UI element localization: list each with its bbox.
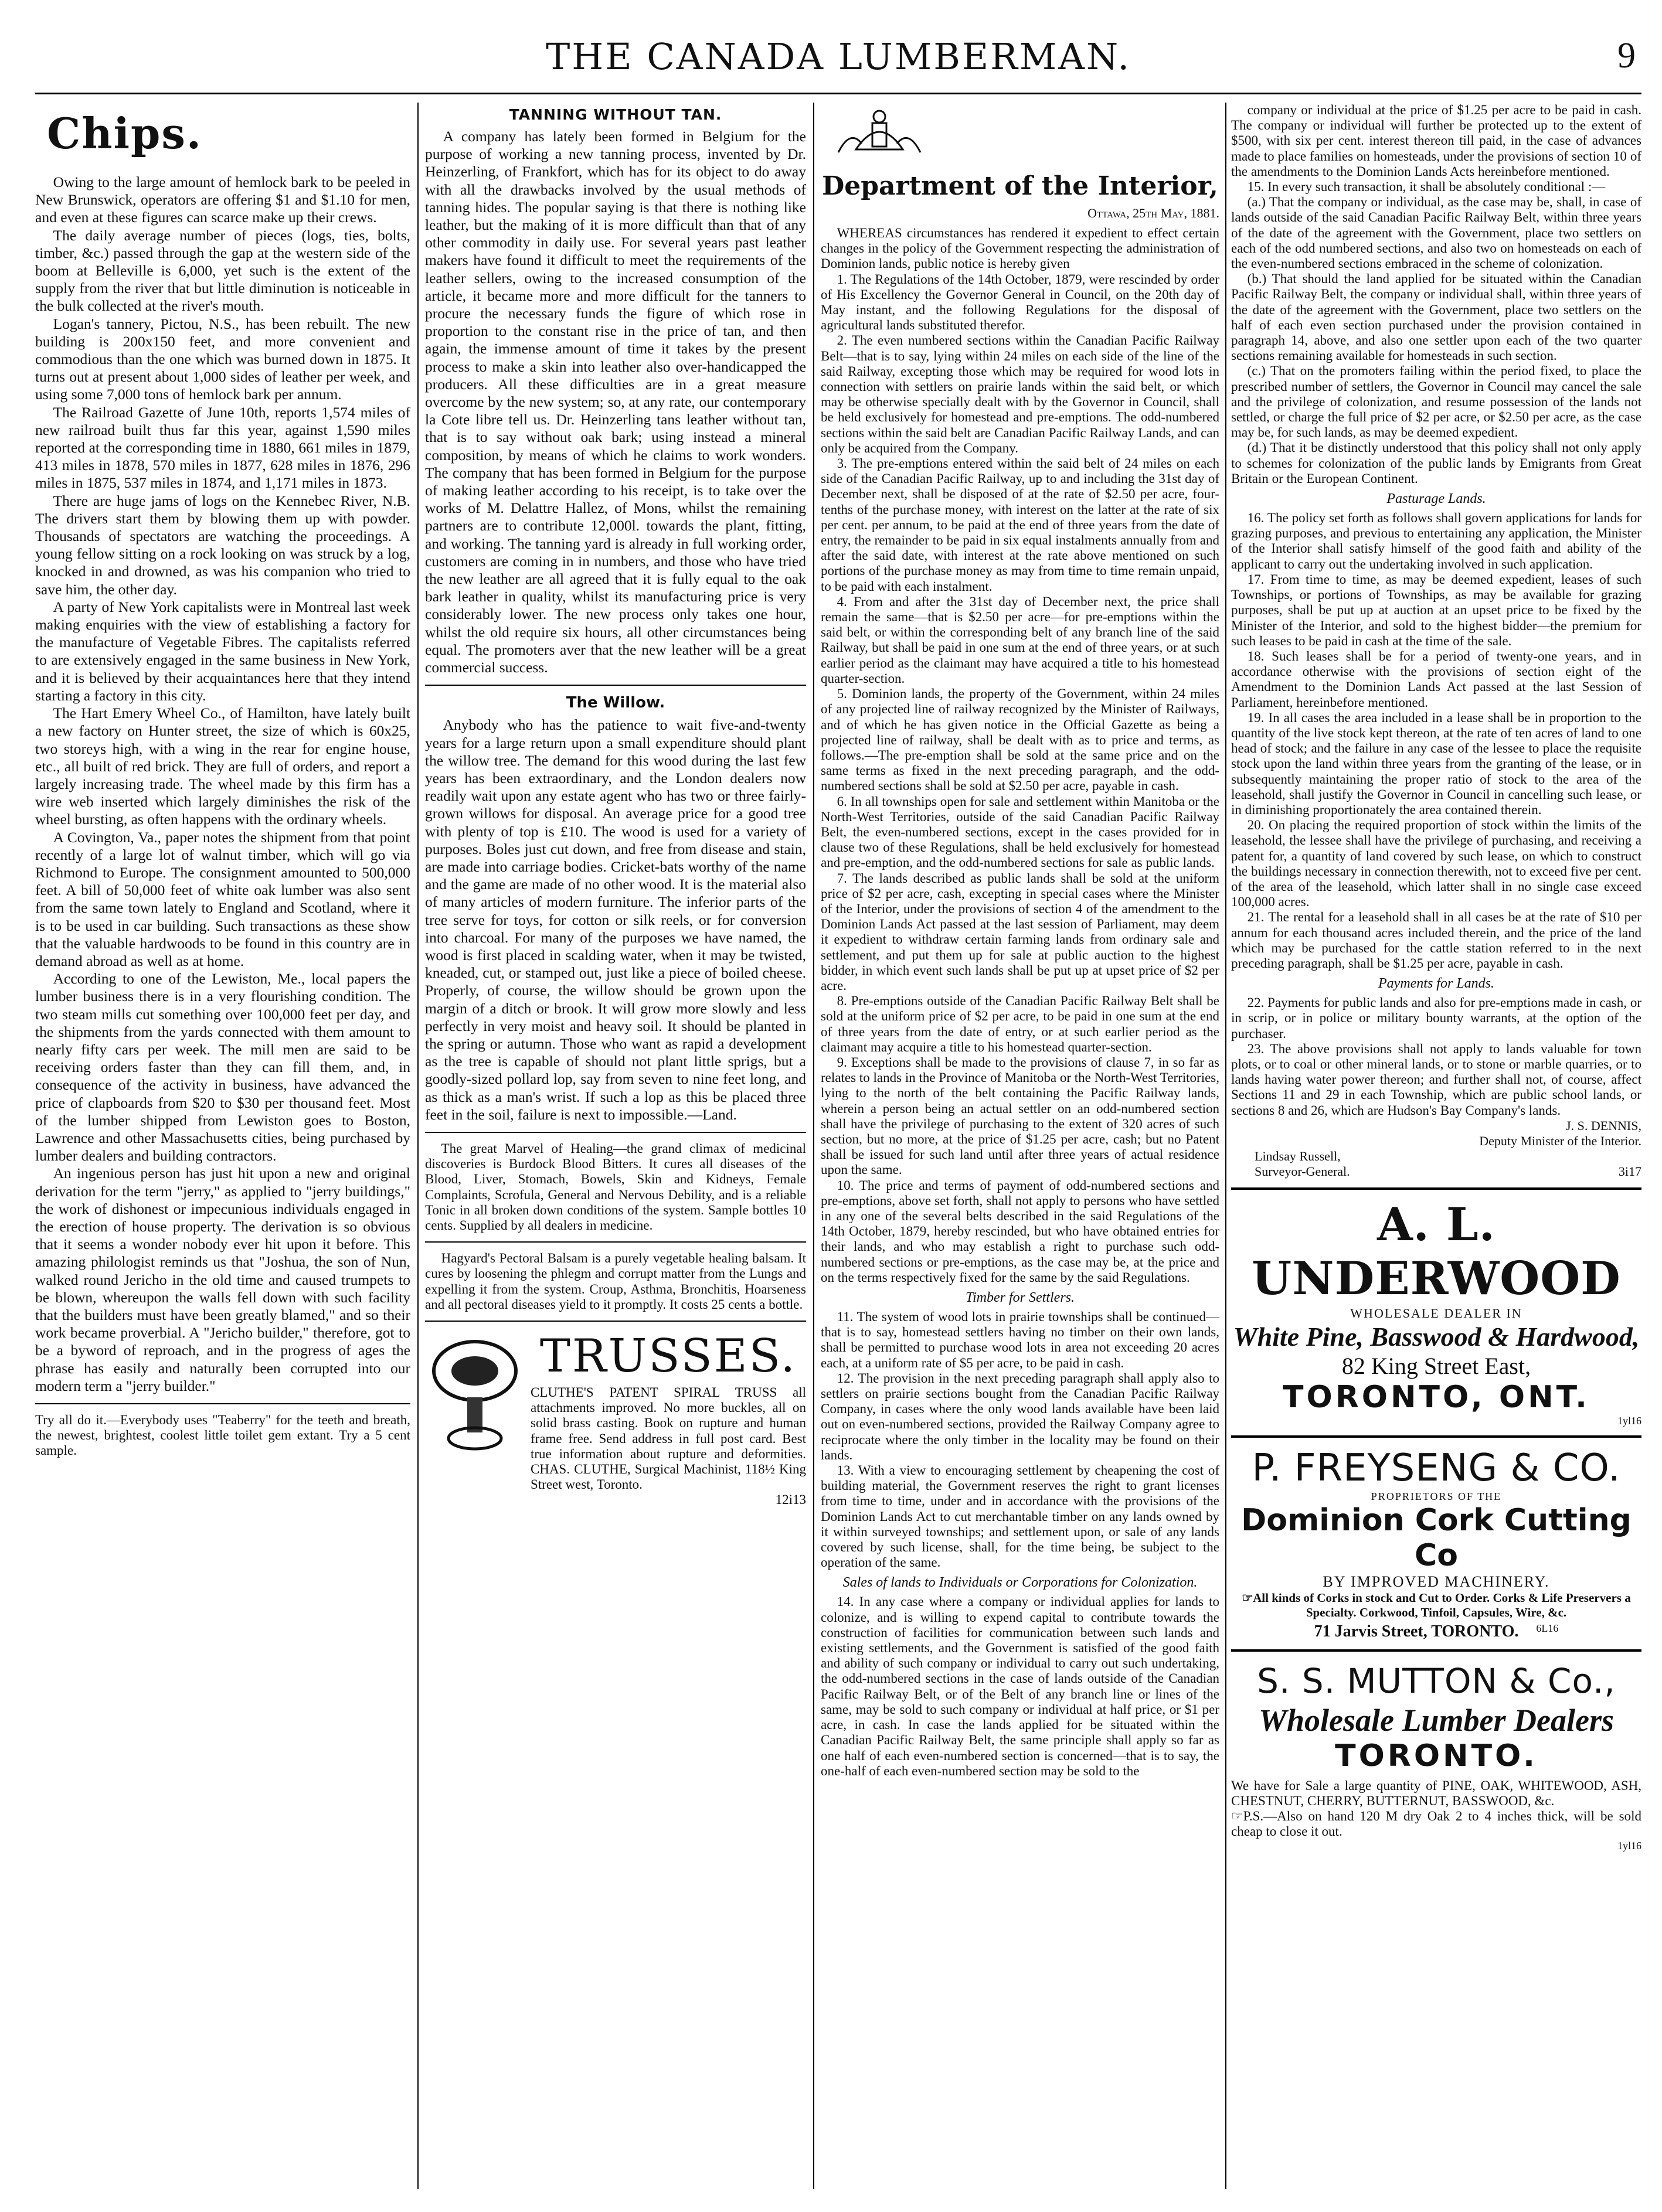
regulation-paragraph: 10. The price and terms of payment of odd-numbered sections and pre-emptions, above set forth, shall not apply to persons who have settled in any one of the several belts described in the said Regulations of the 14th October, 1879, hereby rescinded, but who have obtained entries for their lands, and who may establish a right to purchase such odd-numbered sections or pre-emptions, as the case may be, at the price and on the terms respectively fixed for the same by the said Regulations. xyxy=(821,1178,1219,1285)
regulation-paragraph: 20. On placing the required proportion of stock within the limits of the leasehold, the lessee shall have the privilege of purchasing, and receiving a patent for, a quantity of land covered by such lease, on which to construct the buildings necessary in connection therewith, not to exceed five per cent. of the area of the leasehold, which latter shall in no single case exceed 100,000 acres. xyxy=(1231,818,1641,910)
freyseng-works: Dominion Cork Cutting Co xyxy=(1241,1502,1632,1573)
tanning-paragraph: A company has lately been formed in Belgium for the purpose of working a new tanning process, invented by Dr. Heinzerling, of Frankfort, which has for its object to do away with all the drawbacks involved by the usual methods of tanning hides. The popular saying is that there is nothing like leather, but the making of it is more difficult than that of any other commodity in daily use. For several years past leather makers have found it difficult to meet the requirements of the leather sellers, owing to the increased consumption of the article, it became more and more difficult for the tanners to procure the necessary funds the figure of which rose in proportion to the constant rise in the price of tan, and then again, the immense amount of time it takes by the present process to make a skin into leather also over-handicapped the producers. All these difficulties are in a great measure overcome by the new system; so, at any rate, our contemporary la Cote libre tell us. Dr. Heinzerling tans leather without tan, that is to say without oak bark; using instead a mineral composition, by means of which he claims to work wonders. The company that has been formed in Belgium for the purpose of making leather according to his receipt, is to take over the works of M. Delattre Hallez, of Mons, whilst the remaining partners are to contribute 12,000l. towards the plant, fitting, and working. The tanning yard is already in full working order, customers are coming in in numbers, and those who have tried the new leather are all agreed that it is fully equal to the oak bark leather in quality, whilst its manufacturing price is very considerably lower. The new process only takes one hour, whilst the old require six hours, all other circumstances being equal. The promoters aver that the new leather will be a great commercial success. xyxy=(425,128,806,676)
regulation-paragraph: WHEREAS circumstances has rendered it expedient to effect certain changes in the policy of the Government respecting the administration of Dominion lands, public notice is hereby given xyxy=(821,226,1219,271)
regulation-paragraph: 18. Such leases shall be for a period of twenty-one years, and in accordance otherwise with the provisions of section eight of the Amendment to the Dominion Lands Act passed at the last Session of Parliament, hereinbefore mentioned. xyxy=(1231,648,1641,710)
tanning-body xyxy=(425,128,806,676)
second-signature-role: Surveyor-General. xyxy=(1255,1163,1350,1179)
chips-paragraph: There are huge jams of logs on the Kennebec River, N.B. The drivers start them by blowing them up with powder. Thousands of spectators are watching the proceedings. A young fellow sitting on a rock looking on was struck by a log, knocked in and drowned, as was his companion who tried to save him, the other day. xyxy=(35,492,410,598)
regulation-paragraph: (a.) That the company or individual, as the case may be, shall, in case of lands outside of the said Canadian Pacific Railway Belt, within three years of the date of the agreement with the Government, place two settlers on each of the odd numbered sections, and also two on homesteads on each of the even-numbered sections embraced in the scheme of colonization. xyxy=(1231,195,1641,271)
regulations-body xyxy=(821,226,1219,1285)
regulation-paragraph: 16. The policy set forth as follows shall govern applications for lands for grazing purposes, and previous to entertaining any application, the Minister of the Interior shall satisfy himself of the good faith and ability of the applicant to carry out the undertaking involved in such application. xyxy=(1231,511,1641,571)
chips-paragraph: Owing to the large amount of hemlock bark to be peeled in New Brunswick, operators are offering $1 and $1.10 for men, and even at these figures can scarce make up their crews. xyxy=(35,173,410,226)
column-rule xyxy=(417,103,419,2189)
newspaper-title: THE CANADA LUMBERMAN. xyxy=(545,35,1131,78)
pasturage-heading: Pasturage Lands. xyxy=(1386,491,1486,507)
divider xyxy=(425,1321,806,1322)
willow-body xyxy=(425,716,806,1124)
burdock-text: The great Marvel of Healing—the grand climax of medicinal discoveries is Burdock Blood Bitters. It cures all diseases of the Blood, Liver, Stomach, Bowels, Skin and Kidneys, Female Complaints, Scrofula, General and Nervous Debility, and is a reliable Tonic in all broken down conditions of the system. Sample bottles 10 cents. Supplied by all dealers in medicine. xyxy=(425,1141,806,1233)
divider xyxy=(1231,1649,1641,1652)
dateline: Ottawa, 25th May, 1881. xyxy=(1087,206,1219,220)
mutton-code: 1yl16 xyxy=(1617,1839,1641,1852)
page-number: 9 xyxy=(1617,36,1636,76)
underwood-name: A. L. UNDERWOOD xyxy=(1252,1197,1621,1305)
regulation-paragraph: 5. Dominion lands, the property of the Government, within 24 miles of any projected line of railway recognized by the Minister of Railways, and of which he has given notice in the Official Gazette as being a projected line of railway, shall be dealt with as to price and terms, as follows.—The pre-emption shall be sold at the same price and on the same terms as fixed in the next preceding paragraph, and the odd-numbered sections shall be sold at $2.50 per acre, payable in cash. xyxy=(821,686,1219,794)
regulation-paragraph: 19. In all cases the area included in a lease shall be in proportion to the quantity of the live stock kept thereon, at the rate of ten acres of land to one head of stock; and the failure in any case of the lessee to place the requisite stock upon the land within three years from the granting of the lease, or in subsequently maintaining the proper ratio of stock to the area of the leasehold, shall justify the Governor in Council in cancelling such lease, or in diminishing proportionately the area contained therein. xyxy=(1231,710,1641,817)
mutton-city: TORONTO. xyxy=(1335,1738,1538,1774)
column-regulations-ads xyxy=(1231,103,1641,2192)
signature-name: J. S. DENNIS, xyxy=(1566,1118,1641,1133)
signature-role: Deputy Minister of the Interior. xyxy=(1479,1133,1641,1148)
freyseng-proprietors: PROPRIETORS OF THE xyxy=(1371,1490,1502,1502)
regulation-paragraph: 4. From and after the 31st day of December next, the price shall remain the same—that is $2.50 per acre—for pre-emptions within the said belt, or within the corresponding belt of any branch line of the said Railway, but shall be paid in one sum at the end of three years, or at such earlier period as the claimant may have acquired a title to his homestead quarter-section. xyxy=(821,594,1219,686)
regulation-paragraph: 14. In any case where a company or individual applies for lands to colonize, and is willing to expend capital to contribute towards the construction of facilities for communication between such lands and existing settlements, and the Government is satisfied of the good faith and ability of such company or individual to carry out such undertaking, the odd-numbered sections in the case of lands outside of the Canadian Pacific Railway Belt, or of the Belt of any branch line or lines of the same, may be sold to such company or individual at half price, or $1 per acre, in cash. In case the lands applied for be situated within the Canadian Pacific Railway Belt, the same principle shall apply so far as one half of each even-numbered section is concerned—that is to say, the one-half of each even-numbered section may be sold to the xyxy=(821,1594,1219,1778)
regulation-paragraph: 3. The pre-emptions entered within the said belt of 24 miles on each side of the Canadian Pacific Railway, up to and including the 31st day of December next, shall be disposed of at the rate of $2.50 per acre, four-tenths of the purchase money, with interest on the latter at the rate of six per cent. per annum, to be paid at the end of three years from the date of entry, the remainder to be paid in six equal instalments annually from and after the said date, with interest at the rate above mentioned on such portions of the purchase money as may from time to time remain unpaid, to be paid with each instalment. xyxy=(821,456,1219,594)
masthead xyxy=(35,28,1641,94)
regulation-paragraph: 21. The rental for a leasehold shall in all cases be at the rate of $10 per annum for each thousand acres included therein, and the price of the land which may be purchased for the cattle station referred to in the next preceding paragraph, shall be $1.25 per acre, payable in cash. xyxy=(1231,910,1641,971)
second-signature-name: Lindsay Russell, xyxy=(1255,1148,1341,1163)
regulation-paragraph: 2. The even numbered sections within the Canadian Pacific Railway Belt—that is to say, lying within 24 miles on each side of the line of the said Railway, excepting those which may be required for wood lots in connection with settlers on prairie lands within the said belt, or which may be otherwise specially dealt with by the Governor in Council, shall be held exclusively for homestead and pre-emptions. The odd-numbered sections within the said belt are Canadian Pacific Railway Lands, and can only be acquired from the Company. xyxy=(821,333,1219,455)
regulation-paragraph: 8. Pre-emptions outside of the Canadian Pacific Railway Belt shall be sold at the uniform price of $2 per acre, to be paid in one sum at the end of three years from the date of entry, or at such earlier period as the claimant may acquire a title to his homestead quarter-section. xyxy=(821,993,1219,1054)
divider xyxy=(1231,1187,1641,1190)
regulation-paragraph: 1. The Regulations of the 14th October, 1879, were rescinded by order of His Excellency the Governor General in Council, on the 20th day of May instant, and the following Regulations for the disposal of agricultural lands substituted therefor. xyxy=(821,271,1219,333)
sales-heading: Sales of lands to Individuals or Corporations for Colonization. xyxy=(842,1575,1198,1591)
column-department xyxy=(821,103,1219,2192)
timber-body xyxy=(821,1309,1219,1570)
regulation-paragraph: 9. Exceptions shall be made to the provisions of clause 7, in so far as relates to lands in the Province of Manitoba or the North-West Territories, lying to the north of the belt containing the Pacific Railway lands, wherein a person being an actual settler on an odd-numbered section shall have the privilege of purchasing to the extent of 320 acres of such section, but no more, at the price of $1.25 per acre, cash; but no Patent shall be issued for such land until after three years of actual residence upon the same. xyxy=(821,1054,1219,1178)
trusses-ad xyxy=(425,1330,806,1508)
teaberry-ad: Try all do it.—Everybody uses "Teaberry" for the teeth and breath, the newest, brightest, coolest little toilet gem extant. Try a 5 cent sample. xyxy=(35,1413,410,1458)
regulation-paragraph: 23. The above provisions shall not apply to lands valuable for town plots, or to coal or other mineral lands, or to stone or marble quarries, or to lands having water power thereon; and further shall not, of course, affect Sections 11 and 29 in each Township, which are public school lands, or sections 8 and 26, which are Hudson's Bay Company's lands. xyxy=(1231,1041,1641,1118)
underwood-trade: WHOLESALE DEALER IN xyxy=(1350,1305,1522,1321)
divider xyxy=(425,685,806,686)
divider xyxy=(425,1241,806,1243)
willow-paragraph: Anybody who has the patience to wait five-and-twenty years for a large return upon a small expenditure should plant the willow tree. The demand for this wood during the last few years has been extraordinary, and the London dealers now readily wait upon any estate agent who has two or three fairly-grown willows for disposal. An average price for a good tree with plenty of top is £10. The wood is used for a variety of purposes. Boles just cut down, and free from disease and stain, are made into carriage bodies. Cricket-bats worthy of the name and the game are made of no other wood. It is the material also of many articles of modern furniture. The inferior parts of the tree serve for toys, for cotton or silk reels, or for conversion into charcoal. For many of the purposes we have named, the wood is first placed in scalding water, when it may be twisted, kneaded, cut, or stamped out, just like a piece of boiled cheese. Properly, of course, the willow should be grown upon the margin of a ditch or brook. It will grow more slowly and less perfectly in very moist and heavy soil. It should be planted in the spring or autumn. Those who want as rapid a development as the tree is capable of should not plant little sprigs, but a goodly-sized pollard lop, say from seven to nine feet long, and as thick as a man's wrist. If such a lop as this be placed three feet in the soil, failure is next to impossible.—Land. xyxy=(425,716,806,1123)
freyseng-address-row xyxy=(1231,1622,1641,1641)
payments-body xyxy=(1231,995,1641,1118)
chips-paragraph: A party of New York capitalists were in Montreal last week making enquiries with the view of establishing a factory for the manufacture of Vegetable Fibres. The capitalists referred to are extensively engaged in the same business in New York, and it is believed by their acquaintances here that they intend starting a factory in this city. xyxy=(35,598,410,704)
regulation-paragraph: 13. With a view to encouraging settlement by cheapening the cost of building material, the Government reserves the right to grant licenses from time to time, under and in accordance with the provisions of the Dominion Lands Act to cut merchantable timber on any lands owned by it within surveyed townships; and settlement upon, or sale of any lands covered by such license, shall, for the time being, be subject to the operation of the same. xyxy=(821,1463,1219,1570)
balsam-ad xyxy=(425,1251,806,1312)
regulation-paragraph: 12. The provision in the next preceding paragraph shall apply also to settlers on prairie sections bought from the Canadian Pacific Railway Company, in cases where the only wood lands available have been laid out on even-numbered sections, provided the Railway Company agree to reciprocate where the only timber in the locality may be found on their lands. xyxy=(821,1370,1219,1462)
royal-crest-icon xyxy=(821,103,938,161)
regulation-paragraph: 11. The system of wood lots in prairie townships shall be continued—that is to say, homestead settlers having no timber on their own lands, shall be permitted to purchase wood lots in area not exceeding 20 acres each, at a uniform rate of $5 per acre, to be paid in cash. xyxy=(821,1309,1219,1370)
chips-paragraph: The daily average number of pieces (logs, ties, bolts, timber, &c.) passed through the gap at the western side of the boom at Belleville is 6,000, yet such is the extent of the supply from the river that but little diminution is noticeable in the bulk collected at the river's mouth. xyxy=(35,226,410,315)
balsam-text: Hagyard's Pectoral Balsam is a purely vegetable healing balsam. It cures by loosening the phlegm and corrupt matter from the Lungs and expelling it from the system. Croup, Asthma, Bronchitis, Hoarseness and all pectoral diseases yield to it promptly. It costs 25 cents a bottle. xyxy=(425,1251,806,1312)
trusses-title: TRUSSES. xyxy=(539,1330,797,1383)
regulation-paragraph: (c.) That on the promoters failing within the period fixed, to place the prescribed number of settlers, the Governor in Council may cancel the sale and the privilege of colonization, and resume possession of the lands not settled, or charge the full price of $2 per acre, or $2.50 per acre, as the case may be, for such lands, as may be deemed expedient. xyxy=(1231,363,1641,440)
column-rule xyxy=(1225,103,1226,2189)
chips-paragraph: An ingenious person has just hit upon a new and original derivation for the term "jerry," as applied to "jerry buildings," the work of dishonest or impecunious individuals engaged in the erection of house property. The derivation is so obvious that it seems a wonder nobody ever hit upon it before. This amazing philologist reminds us that "Joshua, the son of Nun, walked round Jericho in the old time and caused trumpets to be blown, whereupon the walls fell down with such facility that the builders must have been greatly blamed," and so their work became proverbial. A "Jericho builder," therefore, got to be a byword of reproach, and in the progress of ages the phrase has easily and naturally been corrupted into our modern term a "jerry builder." xyxy=(35,1165,410,1394)
regulations-continued xyxy=(1231,103,1641,486)
freyseng-machinery: BY IMPROVED MACHINERY. xyxy=(1323,1573,1550,1590)
underwood-goods: White Pine, Basswood & Hardwood, xyxy=(1233,1321,1640,1352)
underwood-ad xyxy=(1231,1198,1641,1427)
willow-heading: The Willow. xyxy=(566,694,665,712)
chips-paragraph: Logan's tannery, Pictou, N.S., has been rebuilt. The new building is 200x150 feet, and more convenient and commodious than the one which was burned down in 1875. It turns out at present about 1,000 sides of leather per week, and using some 7,000 tons of hemlock bark per annum. xyxy=(35,315,410,403)
chips-paragraph: The Railroad Gazette of June 10th, reports 1,574 miles of new railroad built thus far this year, against 1,590 miles reported at the corresponding time in 1880, 661 miles in 1879, 413 miles in 1878, 570 miles in 1877, 628 miles in 1876, 296 miles in 1875, 537 miles in 1874, and 1,171 miles in 1873. xyxy=(35,403,410,492)
chips-heading: Chips. xyxy=(47,108,202,158)
burdock-ad xyxy=(425,1141,806,1233)
timber-heading: Timber for Settlers. xyxy=(965,1290,1075,1306)
underwood-code: 1yl16 xyxy=(1617,1414,1641,1427)
mutton-ad xyxy=(1231,1660,1641,1852)
underwood-street: 82 King Street East, xyxy=(1341,1352,1531,1379)
regulation-paragraph: 15. In every such transaction, it shall be absolutely conditional :— xyxy=(1247,179,1606,195)
column-rule xyxy=(813,103,814,2189)
column-tanning-willow xyxy=(425,103,806,2192)
regulation-paragraph: 7. The lands described as public lands shall be sold at the uniform price of $2 per acre, cash, excepting in special cases where the Minister of the Interior, under the provisions of section 4 of the amendment to the Dominion Lands Act passed at the last session of Parliament, may deem it expedient to withdraw certain farming lands from ordinary sale and settlement, and put them up for sale at public auction to the highest bidder, in which event such lands shall be put up at upset price of $2 per acre. xyxy=(821,870,1219,993)
mutton-tagline: Wholesale Lumber Dealers xyxy=(1259,1702,1614,1738)
second-signature-row xyxy=(1231,1164,1641,1179)
sales-body xyxy=(821,1594,1219,1778)
mutton-name: S. S. MUTTON & Co., xyxy=(1257,1660,1616,1701)
chips-paragraph: The Hart Emery Wheel Co., of Hamilton, have lately built a new factory on Hunter street, the size of which is 60x25, two storeys high, with a wing in the rear for engine house, etc., all built of red brick. They are full of orders, and report a largely increasing trade. The wheel made by this firm has a wire web inserted which largely diminishes the risk of the wheel bursting, as often happens with the ordinary wheels. xyxy=(35,705,410,828)
mutton-text: We have for Sale a large quantity of PINE, OAK, WHITEWOOD, ASH, CHESTNUT, CHERRY, BUTTERNUT, BASSWOOD, &c. xyxy=(1231,1778,1641,1808)
notice-code: 3i17 xyxy=(1618,1163,1641,1179)
regulation-paragraph: company or individual at the price of $1.25 per acre to be paid in cash. The company or individual will further be protected up to the extent of $500, with six per cent. interest thereon till paid, in the case of advances made to place families on homesteads, under the provisions of section 10 of the amendments to the Dominion Lands Acts hereinbefore mentioned. xyxy=(1231,103,1641,179)
trusses-text: CLUTHE'S PATENT SPIRAL TRUSS all attachments improved. No more buckles, all on solid brass casting. Book on rupture and human frame free. Send address in full post card. Best true information about rupture and deformities. CHAS. CLUTHE, Surgical Machinist, 118½ King Street west, Toronto. xyxy=(531,1385,806,1492)
freyseng-code: 6L16 xyxy=(1536,1622,1559,1634)
underwood-city: TORONTO, ONT. xyxy=(1283,1379,1590,1415)
regulation-paragraph: 22. Payments for public lands and also for pre-emptions made in cash, or in scrip, or in police or military bounty warrants, at the option of the purchaser. xyxy=(1231,995,1641,1041)
freyseng-note: ☞All kinds of Corks in stock and Cut to Order. Corks & Life Preservers a Specialty. Corkwood, Tinfoil, Capsules, Wire, &c. xyxy=(1242,1590,1631,1619)
divider xyxy=(1231,1435,1641,1438)
divider xyxy=(425,1132,806,1133)
freyseng-address: 71 Jarvis Street, TORONTO. xyxy=(1314,1622,1519,1641)
chips-body xyxy=(35,173,410,1395)
regulation-paragraph: (b.) That should the land applied for be situated within the Canadian Pacific Railway Belt, the company or individual shall, within three years of the date of the agreement with the Government, place two settlers on the half of each even section purchased under the provision contained in paragraph 14, above, and also one settler upon each of the two quarter sections remaining available for homesteads in such section. xyxy=(1231,271,1641,363)
mutton-ps: ☞P.S.—Also on hand 120 M dry Oak 2 to 4 inches thick, will be sold cheap to close it out. xyxy=(1231,1809,1641,1839)
chips-paragraph: According to one of the Lewiston, Me., local papers the lumber business there is in a very flourishing condition. The two steam mills cut something over 100,000 feet per day, and the shipments from the yards connected with them amount to nearly fifty cars per week. The mill men are said to be receiving orders faster than they can fill them, and, in consequence of the activity in business, have advanced the price of clapboards from $20 to $30 per thousand feet. Most of the lumber shipped from Lewiston goes to Boston, Lawrence and other Massachusetts cities, being purchased by lumber dealers and building contractors. xyxy=(35,970,410,1165)
tanning-heading: TANNING WITHOUT TAN. xyxy=(509,106,722,123)
column-chips xyxy=(35,103,410,2192)
trusses-code: 12i13 xyxy=(775,1492,806,1507)
freyseng-name: P. FREYSENG & CO. xyxy=(1252,1446,1621,1490)
regulation-paragraph: (d.) That it be distinctly understood that this policy shall not only apply to schemes for colonization of the public lands by Emigrants from Great Britain or the European Continent. xyxy=(1231,440,1641,486)
payments-heading: Payments for Lands. xyxy=(1378,976,1494,992)
truss-illustration xyxy=(425,1330,525,1453)
chips-paragraph: A Covington, Va., paper notes the shipment from that point recently of a large lot of walnut timber, which will go via Richmond to Europe. The consignment amounted to 500,000 feet. A bill of 50,000 feet of white oak lumber was also sent from the same town lately to England and Scotland, where it is to be used in car building. Such transactions as these show that the valuable hardwoods to be found in this country are in demand abroad as well as at home. xyxy=(35,828,410,969)
pasturage-body xyxy=(1231,511,1641,971)
freyseng-ad xyxy=(1231,1446,1641,1641)
department-title: Department of the Interior, xyxy=(822,171,1218,201)
divider xyxy=(35,1403,410,1404)
regulation-paragraph: 17. From time to time, as may be deemed expedient, leases of such Townships, or portions of Townships, as may be available for grazing purposes, shall be put up at auction at an upset price to be fixed by the Minister of the Interior, and sold to the highest bidder—the premium for such leases to be paid in cash at the time of the sale. xyxy=(1231,571,1641,648)
regulation-paragraph: 6. In all townships open for sale and settlement within Manitoba or the North-West Territories, outside of the said Canadian Pacific Railway Belt, the even-numbered sections, except in the cases provided for in clause two of these Regulations, shall be held exclusively for homestead and pre-emption, and the odd-numbered sections for sale as public lands. xyxy=(821,794,1219,870)
